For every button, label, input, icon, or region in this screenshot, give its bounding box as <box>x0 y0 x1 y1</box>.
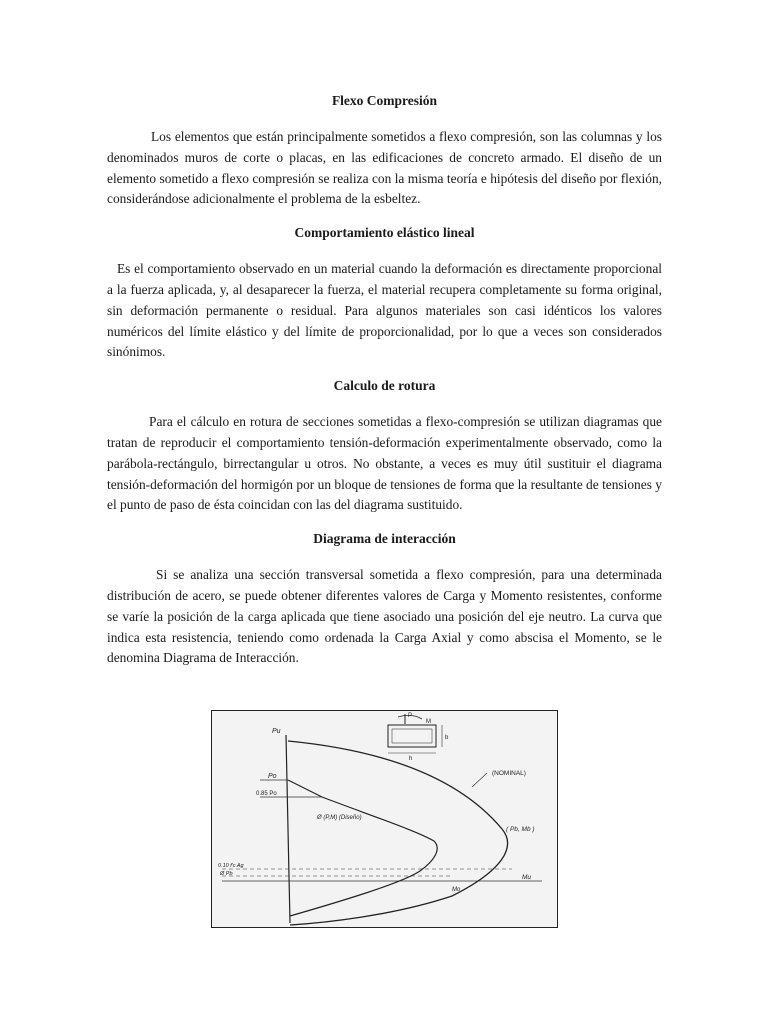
document-page <box>107 92 662 669</box>
vertical-axis <box>286 735 290 923</box>
label-po: Po <box>268 773 277 780</box>
label-085po: 0.85 Po <box>256 791 277 797</box>
nominal-leader <box>472 773 487 787</box>
interaction-diagram-figure <box>211 710 558 928</box>
heading-comportamiento-elastico: Comportamiento elástico lineal <box>294 225 475 241</box>
label-010fc-ag: 0.10 f'c Ag <box>218 863 244 869</box>
interaction-diagram-svg <box>212 711 557 927</box>
paragraph-calculo-rotura: Para el cálculo en rotura de secciones sometidas a flexo-compresión se utilizan diagramas que tratan de reproducir el comportamiento tensión-deformación experimentalmente observado, como la parábola-rectángulo, birrectangular u otros. No obstante, a veces es muy útil sustituir el diagrama tensión-deformación del hormigón por un bloque de tensiones de forma que la resultante de tensiones y el punto de paso de ésta coincidan con las del diagrama sustituido. <box>107 414 662 513</box>
nominal-curve <box>288 741 508 925</box>
paragraph-comportamiento-elastico: Es el comportamiento observado en un material cuando la deformación es directamente proporcional a la fuerza aplicada, y, al desaparecer la fuerza, el material recupera completamente su forma original, sin deformación permanente o residual. Para algunos materiales son casi idénticos los valores numéricos del límite elástico y del límite de proporcionalidad, por lo que a veces son considerados sinónimos. <box>107 261 662 360</box>
label-pb-mb: ( Pb, Mb ) <box>506 826 535 833</box>
section-inner-rect <box>392 729 432 743</box>
paragraph-flexo-compresion: Los elementos que están principalmente sometidos a flexo compresión, son las columnas y los denominados muros de corte o placas, en las edificaciones de concreto armado. El diseño de un elemento sometido a flexo compresión se realiza con la misma teoría e hipótesis del diseño por flexión, considerándose adicionalmente el problema de la esbeltez. <box>107 129 662 207</box>
label-phi-pb: Ø Pb <box>220 871 233 877</box>
section-rect <box>388 725 436 747</box>
label-p: P <box>408 713 413 719</box>
label-h: h <box>409 756 413 762</box>
heading-diagrama-interaccion: Diagrama de interacción <box>313 531 456 547</box>
label-diseno: Ø (P,M) (Diseño) <box>317 815 362 821</box>
paragraph-diagrama-interaccion: Si se analiza una sección transversal sometida a flexo compresión, para una determinada distribución de acero, se puede obtener diferentes valores de Carga y Momento resistentes, conforme se varíe la posición de la carga aplicada que tiene asociado una posición del eje neutro. La curva que indica esta resistencia, teniendo como ordenada la Carga Axial y como abscisa el Momento, se le denomina Diagrama de Interacción. <box>107 567 662 666</box>
design-curve <box>288 780 437 916</box>
axis-label-pu: Pu <box>272 728 281 735</box>
heading-flexo-compresion: Flexo Compresión <box>331 93 438 108</box>
label-m: M <box>426 719 431 725</box>
heading-calculo-rotura: Calculo de rotura <box>333 378 436 394</box>
label-mo: Mo <box>452 887 461 893</box>
label-mu: Mu <box>522 874 532 881</box>
label-b: b <box>445 735 449 741</box>
label-nominal: (NOMINAL) <box>492 770 526 777</box>
